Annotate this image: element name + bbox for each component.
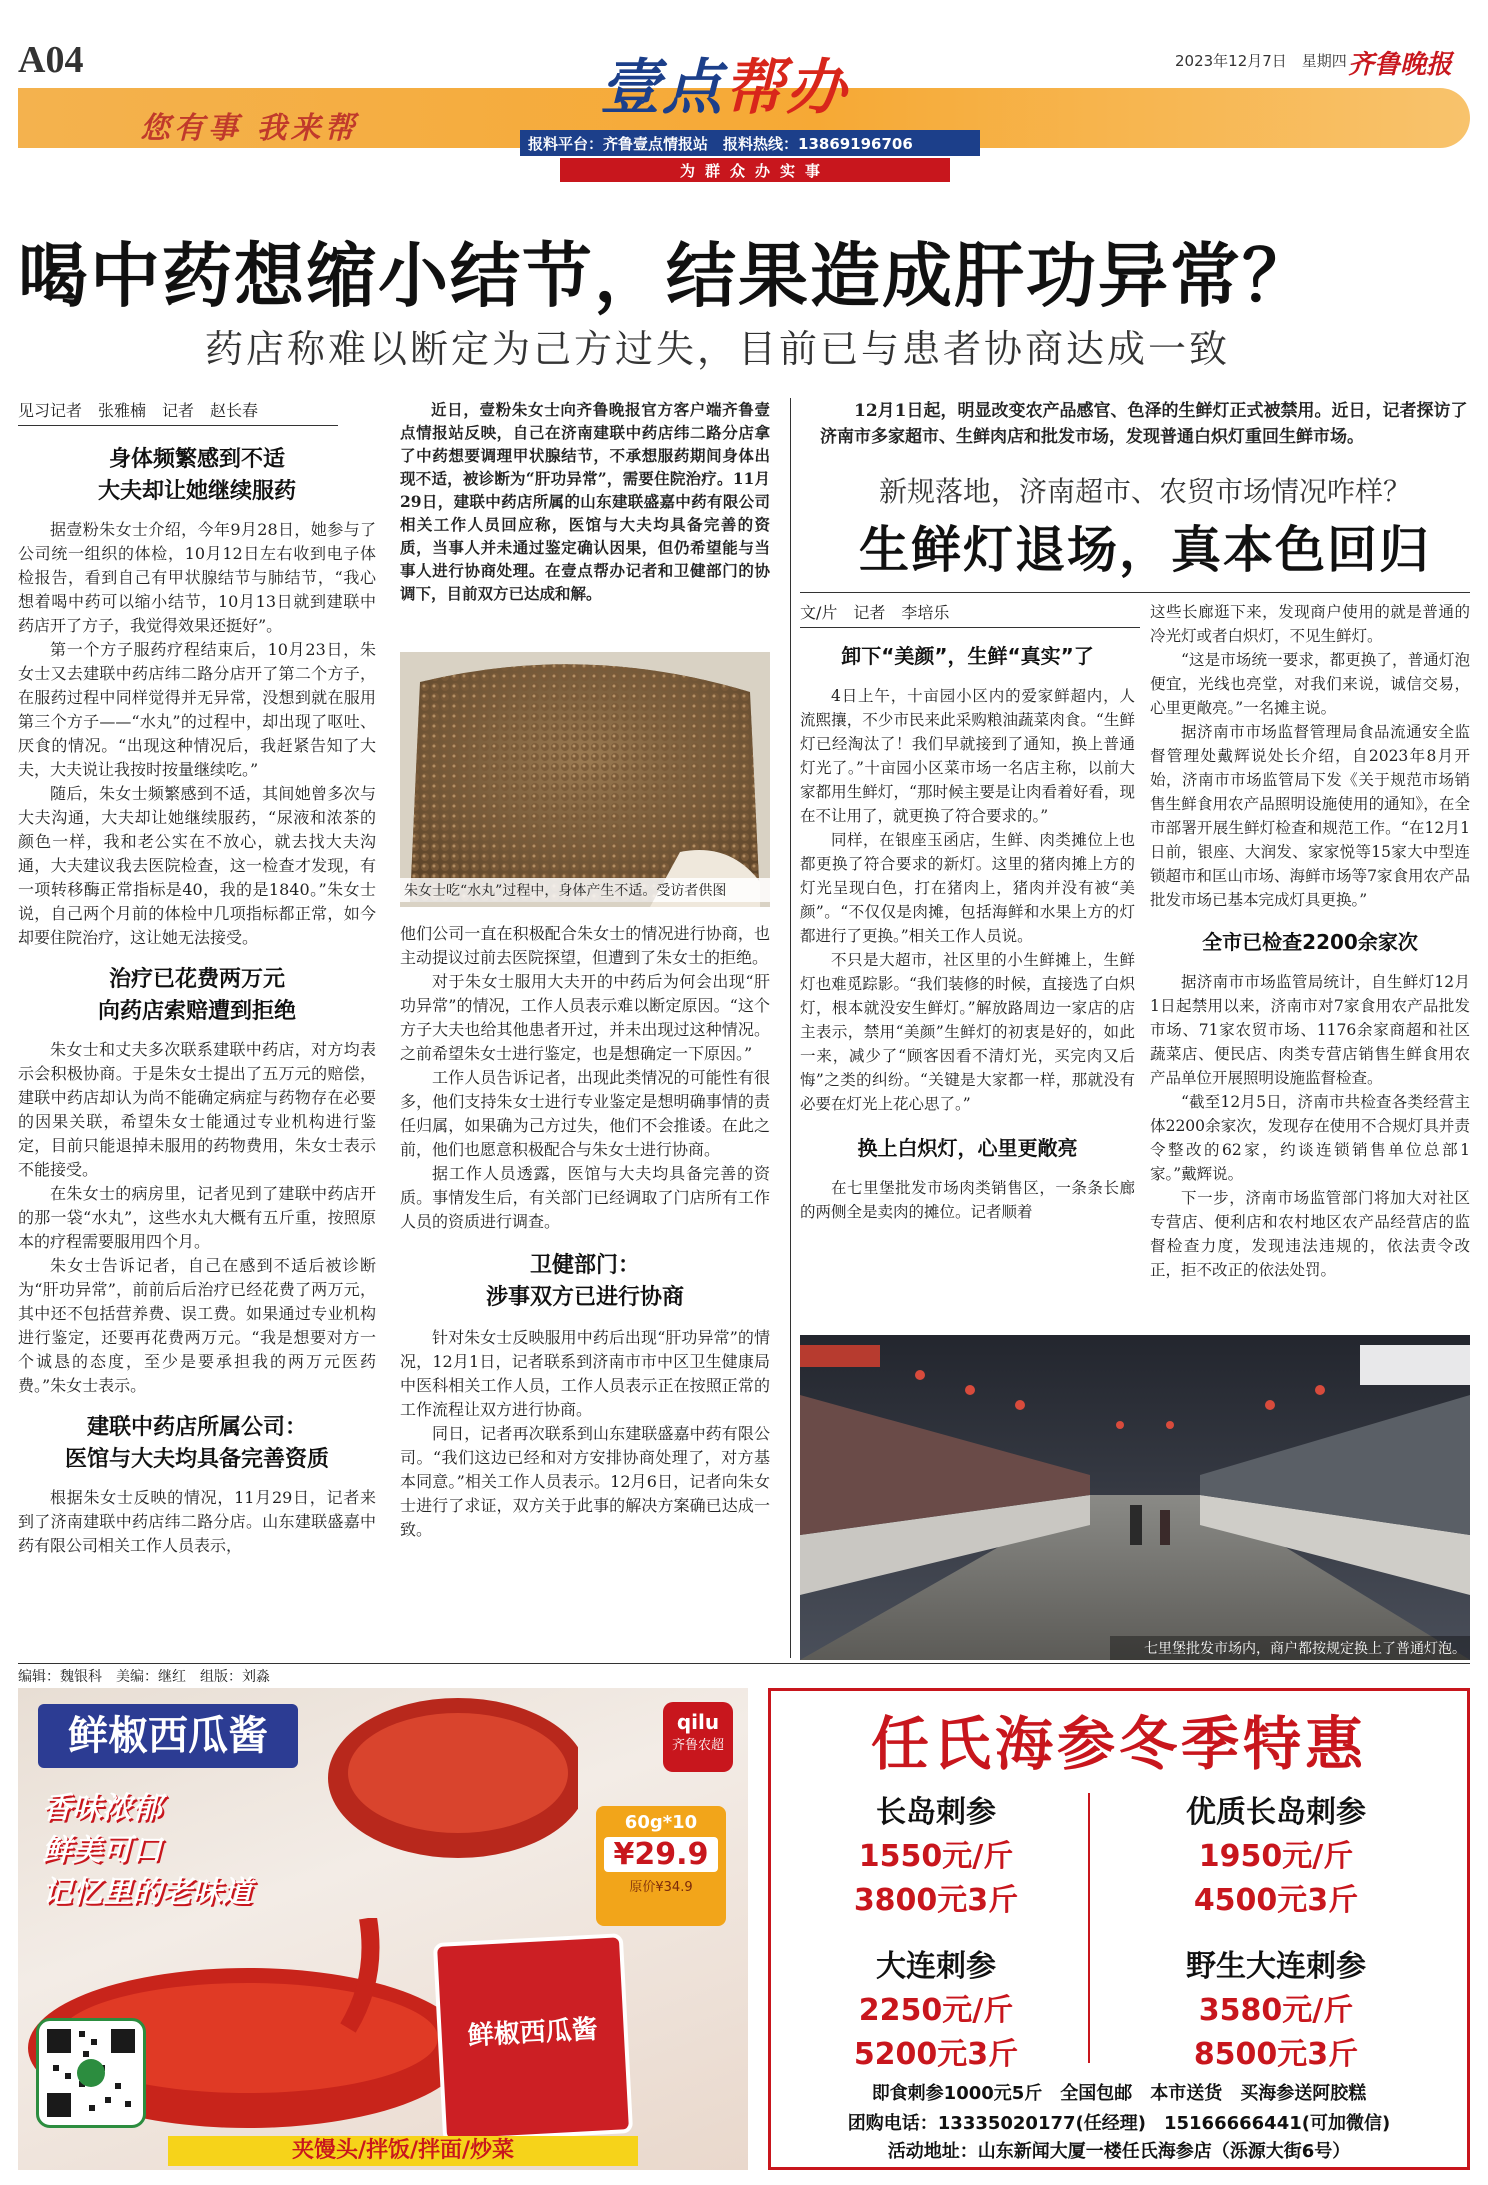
article2-col-b [1150, 600, 1470, 1282]
article1-body-3 [18, 1486, 376, 1558]
article2-body-2 [800, 1176, 1135, 1224]
paragraph: 对于朱女士服用大夫开的中药后为何会出现“肝功异常”的情况，工作人员表示难以断定原因。“这个方子大夫也给其他患者开过，并未出现过这种情况。之前希望朱女士进行鉴定，也是想确定一下原因。” [400, 972, 770, 1063]
article1-subtitle-4 [400, 1250, 770, 1314]
paragraph: 在朱女士的病房里，记者见到了建联中药店开的那一袋“水丸”，这些水丸大概有五斤重，按照原本的疗程需要服用四个月。 [18, 1184, 376, 1251]
paragraph: 针对朱女士反映服用中药后出现“肝功异常”的情况，12月1日，记者联系到济南市市中区卫生健康局中医科相关工作人员，工作人员表示正在按照正常的工作流程让双方进行协商。 [400, 1328, 770, 1419]
paragraph: 据壹粉朱女士介绍，今年9月28日，她参与了公司统一组织的体检，10月12日左右收到电子体检报告，看到自己有甲状腺结节与肺结节，“我心想着喝中药可以缩小结节，10月13日就到建联中药店开了方子，我觉得效果还挺好”。 [18, 520, 376, 635]
ad-footer-offers: 即食刺参1000元5斤 全国包邮 本市送货 买海参送阿胶糕 [871, 2083, 1367, 2104]
paragraph: 这些长廊逛下来，发现商户使用的就是普通的冷光灯或者白炽灯，不见生鲜灯。 [1150, 603, 1470, 645]
slogan-line: 记忆里的老味道 [42, 1875, 252, 1910]
article2-byline: 文/片 记者 李培乐 [800, 600, 1140, 628]
subtitle-line: 涉事双方已进行协商 [485, 1285, 684, 1310]
subtitle-line: 治疗已花费两万元 [108, 967, 285, 992]
sea-cucumber-item [1101, 1941, 1451, 2073]
article2-kicker: 12月1日起，明显改变农产品感官、色泽的生鲜灯正式被禁用。近日，记者探访了济南市多家超市、生鲜肉店和批发市场，发现普通白炽灯重回生鲜市场。 [820, 401, 1468, 447]
item-price: 4500元3斤 [1193, 1883, 1359, 1918]
page-number: A04 [18, 39, 84, 81]
editors-line: 编辑：魏银科 美编：继红 组版：刘淼 [18, 1669, 270, 1685]
item-name: 大连刺参 [876, 1949, 996, 1984]
sauce-ad [18, 1688, 748, 2170]
article1-subtitle-1 [18, 444, 376, 508]
item-price: 5200元3斤 [853, 2037, 1019, 2072]
article2-body-1 [800, 684, 1135, 1116]
sea-cucumber-item [791, 1941, 1081, 2073]
article2-subtitle-1: 卸下“美颜”，生鲜“真实”了 [841, 644, 1094, 668]
ad-footer-address: 活动地址：山东新闻大厦一楼任氏海参店（泺源大街6号） [887, 2141, 1351, 2162]
item-price: 3800元3斤 [853, 1883, 1019, 1918]
column-divider [790, 398, 791, 1658]
newspaper-name: 齐鲁晚报 [1348, 50, 1453, 80]
subtitle-line: 大夫却让她继续服药 [97, 479, 296, 504]
column-title [600, 40, 848, 126]
paragraph: 第一个方子服药疗程结束后，10月23日，朱女士又去建联中药店纬二路分店开了第二个方子，在服药过程中同样觉得并无异常，没想到就在服用第三个方子——“水丸”的过程中，却出现了呕吐、厌食的情况。“出现这种情况后，我赶紧告知了大夫，大夫说让我按时按量继续吃。” [18, 640, 376, 779]
article1-byline: 见习记者 张雅楠 记者 赵长春 [18, 398, 338, 426]
page-rule [18, 1663, 1470, 1664]
paragraph: 据济南市市场监管局统计，自生鲜灯12月1日起禁用以来，济南市对7家食用农产品批发市场、71家农贸市场、1176余家商超和社区蔬菜店、便民店、肉类专营店销售生鲜食用农产品单位开展照明设施监督检查。 [1150, 973, 1470, 1087]
subtitle-line: 医馆与大夫均具备完善资质 [64, 1447, 329, 1472]
article2-subtitle-2: 换上白炽灯，心里更敞亮 [857, 1136, 1078, 1160]
article1-body-2 [18, 1038, 376, 1398]
article1-col2 [400, 922, 770, 1542]
article2-headline: 生鲜灯退场，真本色回归 [859, 520, 1431, 579]
paragraph: 工作人员告诉记者，出现此类情况的可能性有很多，他们支持朱女士进行专业鉴定是想明确事情的责任归属，如果确为己方过失，他们不会推诿。在此之前，他们也愿意积极配合与朱女士进行协商。 [400, 1068, 770, 1159]
qilu-logo-text: qilu [676, 1710, 720, 1734]
paragraph: 在七里堡批发市场肉类销售区，一条条长廊的两侧全是卖肉的摊位。记者顺着 [800, 1179, 1135, 1221]
item-price: 1950元/斤 [1198, 1839, 1354, 1874]
subtitle-line: 建联中药店所属公司： [86, 1415, 307, 1440]
article2-body-4 [1150, 970, 1470, 1282]
market-photo-art [800, 1335, 1470, 1660]
qilu-logo [663, 1702, 733, 1772]
paragraph: 朱女士和丈夫多次联系建联中药店，对方均表示会积极协商。于是朱女士提出了五万元的赔偿，建联中药店却认为尚不能确定病症与药物存在必要的因果关联，希望朱女士能通过专业机构进行鉴定，目前只能退掉未服用的药物费用，朱女士表示不能接受。 [18, 1040, 376, 1179]
article1-col1 [18, 436, 376, 1558]
ad-divider [1088, 1793, 1090, 2063]
article2-col-a [800, 636, 1135, 1224]
article1-body-1 [18, 518, 376, 950]
item-price: 8500元3斤 [1193, 2037, 1359, 2072]
price-value: ¥29.9 [604, 1837, 718, 1872]
hotline-box: 报料平台：齐鲁壹点情报站 报料热线：13869196706 [520, 130, 980, 156]
sauce-usage: 夹馒头/拌饭/拌面/炒菜 [168, 2136, 638, 2166]
qilu-logo-brand: 齐鲁农超 [671, 1738, 724, 1753]
sauce-pack-label: 鲜椒西瓜酱 [467, 2014, 599, 2052]
article1-lead [400, 398, 770, 605]
pills-photo [400, 652, 770, 907]
column-slogan: 您有事 我来帮 [140, 111, 359, 146]
article1-headline: 喝中药想缩小结节，结果造成肝功异常？ [18, 235, 1314, 317]
paragraph: 他们公司一直在积极配合朱女士的情况进行协商，也主动提议过前去医院探望，但遭到了朱女士的拒绝。 [400, 924, 770, 967]
paragraph: 下一步，济南市场监管部门将加大对社区专营店、便利店和农村地区农产品经营店的监督检查力度，发现违法违规的，依法责令改正，拒不改正的依法处罚。 [1150, 1189, 1470, 1279]
paragraph: 根据朱女士反映的情况，11月29日，记者来到了济南建联中药店纬二路分店。山东建联盛嘉中药有限公司相关工作人员表示， [18, 1488, 376, 1555]
pills-photo-art [400, 652, 770, 907]
paragraph: 同样，在银座玉函店，生鲜、肉类摊位上也都更换了符合要求的新灯。这里的猪肉摊上方的灯光呈现白色，打在猪肉上，猪肉并没有被“美颜”。“不仅仅是肉摊，包括海鲜和水果上方的灯都进行了更换。”相关工作人员说。 [800, 831, 1135, 945]
column-motto: 为群众办实事 [560, 158, 950, 182]
item-price: 1550元/斤 [858, 1839, 1014, 1874]
article1-subtitle-3 [18, 1412, 376, 1476]
article1-subtitle-2 [18, 964, 376, 1028]
price-spec: 60g*10 [624, 1812, 698, 1833]
sea-cucumber-item [1101, 1787, 1451, 1919]
item-name: 长岛刺参 [876, 1795, 996, 1830]
sea-cucumber-title: 任氏海参冬季特惠 [870, 1710, 1367, 1778]
article1-body-4 [400, 922, 770, 1234]
subtitle-line: 向药店索赔遭到拒绝 [97, 999, 296, 1024]
article2-subtitle-3: 全市已检查2200余家次 [1202, 930, 1418, 954]
subtitle-line: 卫健部门： [529, 1253, 640, 1278]
lead-paragraph: 近日，壹粉朱女士向齐鲁晚报官方客户端齐鲁壹点情报站反映，自己在济南建联中药店纬二路分店拿了中药想要调理甲状腺结节，不承想服药期间身体出现不适，被诊断为“肝功异常”，需要住院治疗。11月29日，建联中药店所属的山东建联盛嘉中药有限公司相关工作人员回应称，医馆与大夫均具备完善的资质，当事人并未通过鉴定确认因果，但仍希望能与当事人进行协商处理。在壹点帮办记者和卫健部门的协调下，目前双方已达成和解。 [400, 400, 770, 603]
paragraph: 不只是大超市，社区里的小生鲜摊上，生鲜灯也难觅踪影。“我们装修的时候，直接选了白炽灯，根本就没安生鲜灯。”解放路周边一家店的店主表示，禁用“美颜”生鲜灯的初衷是好的，如此一来，减少了“顾客因看不清灯光，买完肉又后悔”之类的纠纷。“关键是大家都一样，那就没有必要在灯光上花心思了。” [800, 951, 1135, 1113]
article2-body-3 [1150, 600, 1470, 912]
slogan-line: 香味浓郁 [42, 1791, 162, 1826]
qr-code[interactable] [36, 2018, 146, 2128]
ad-footer-phone: 团购电话：13335020177(任经理) 15166666441(可加微信) [847, 2113, 1391, 2134]
paragraph: 4日上午，十亩园小区内的爱家鲜超内，人流熙攘，不少市民来此采购粮油蔬菜肉食。“生鲜灯已经淘汰了！我们早就接到了通知，换上普通灯光了。”十亩园小区菜市场一名店主称，以前大家都用生鲜灯，“那时候主要是让肉看着好看，现在不让用了，就更换了符合要求的。” [800, 687, 1135, 825]
item-price: 3580元/斤 [1198, 1993, 1354, 2028]
sea-cucumber-item [791, 1787, 1081, 1919]
sauce-ad-slogans [42, 1788, 252, 1914]
sauce-pack [433, 1933, 633, 2143]
column-title-b: 帮办 [724, 53, 848, 123]
price-tag [596, 1806, 726, 1926]
paragraph: “这是市场统一要求，都更换了，普通灯泡便宜，光线也亮堂，对我们来说，诚信交易，心里更敞亮。”一名摊主说。 [1150, 651, 1470, 717]
item-name: 野生大连刺参 [1186, 1949, 1366, 1984]
paragraph: 随后，朱女士频繁感到不适，其间她曾多次与大夫沟通，大夫却让她继续服药，“尿液和浓茶的颜色一样，我和老公实在不放心，就去找大夫沟通，大夫建议我去医院检查，这一检查才发现，有一项转移酶正常指标是40，我的是1840。”朱女士说，自己两个月前的体检中几项指标都正常，如今却要住院治疗，这让她无法接受。 [18, 784, 376, 947]
article2-question: 新规落地，济南超市、农贸市场情况咋样？ [878, 475, 1411, 508]
article2-divider [800, 592, 1470, 593]
subtitle-line: 身体频繁感到不适 [108, 447, 285, 472]
price-original: 原价¥34.9 [629, 1880, 693, 1895]
paragraph: 据工作人员透露，医馆与大夫均具备完善的资质。事情发生后，有关部门已经调取了门店所有工作人员的资质进行调查。 [400, 1164, 770, 1231]
item-price: 2250元/斤 [858, 1993, 1014, 2028]
qr-code-icon [39, 2021, 143, 2125]
market-photo-caption: 七里堡批发市场内，商户都按规定换上了普通灯泡。 [1110, 1636, 1470, 1660]
paragraph: “截至12月5日，济南市共检查各类经营主体2200余家次，发现存在使用不合规灯具并责令整改的62家，约谈连锁销售单位总部1家。”戴辉说。 [1150, 1093, 1470, 1183]
pills-photo-caption: 朱女士吃“水丸”过程中，身体产生不适。受访者供图 [400, 878, 770, 902]
paragraph: 同日，记者再次联系到山东建联盛嘉中药有限公司。“我们这边已经和对方安排协商处理了，对方基本同意。”相关工作人员表示。12月6日，记者向朱女士进行了求证，双方关于此事的解决方案确已达成一致。 [400, 1424, 770, 1539]
paragraph: 据济南市市场监督管理局食品流通安全监督管理处戴辉说处长介绍，自2023年8月开始，济南市市场监管局下发《关于规范市场销售生鲜食用农产品照明设施使用的通知》，在全市部署开展生鲜灯检查和规范工作。“在12月1日前，银座、大润发、家家悦等15家大中型连锁超市和匡山市场、海鲜市场等7家食用农产品批发市场已基本完成灯具更换。” [1150, 723, 1470, 909]
issue-date: 2023年12月7日 星期四 [1175, 52, 1347, 70]
item-name: 优质长岛刺参 [1186, 1795, 1366, 1830]
sauce-spoon-top [318, 1688, 578, 1908]
paragraph: 朱女士告诉记者，自己在感到不适后被诊断为“肝功异常”，前前后后治疗已经花费了两万元，其中还不包括营养费、误工费。如果通过专业机构进行鉴定，还要再花费两万元。“我是想要对方一个诚恳的态度，至少是要承担我的两万元医药费。”朱女士表示。 [18, 1256, 376, 1395]
article1-subhead: 药店称难以断定为己方过失，目前已与患者协商达成一致 [205, 327, 1231, 371]
column-title-a: 壹点 [600, 53, 724, 123]
slogan-line: 鲜美可口 [42, 1833, 162, 1868]
market-photo [800, 1335, 1470, 1660]
sauce-ad-title: 鲜椒西瓜酱 [38, 1704, 298, 1768]
sea-cucumber-ad [768, 1688, 1470, 2170]
article1-body-5 [400, 1326, 770, 1542]
